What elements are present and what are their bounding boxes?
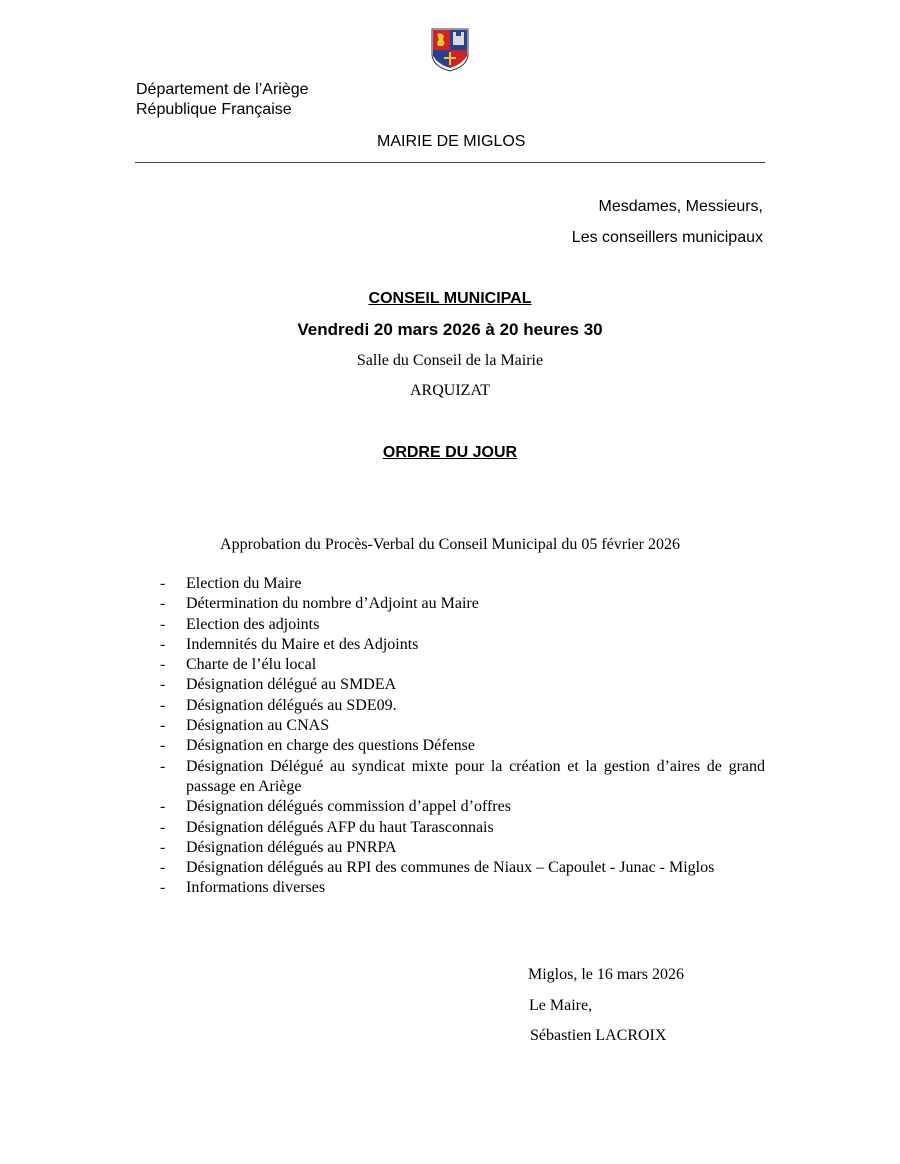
agenda-item-text: Désignation délégués commission d’appel d’offres xyxy=(186,798,511,816)
signature-place-date: Miglos, le 16 mars 2026 xyxy=(528,966,684,983)
agenda-item xyxy=(160,736,765,756)
department-name: Département de l’Ariège xyxy=(136,81,309,98)
bullet-dash: - xyxy=(160,656,166,674)
agenda-item-text: Election du Maire xyxy=(186,575,302,592)
agenda-item xyxy=(160,797,765,817)
agenda-item xyxy=(160,675,765,695)
agenda-item xyxy=(160,818,765,838)
agenda-item xyxy=(160,757,765,798)
agenda-item-text: Désignation délégués au RPI des communes de Niaux – Capoulet - Junac - Miglos xyxy=(186,859,715,877)
agenda-item xyxy=(160,574,765,594)
agenda-item-text: Indemnités du Maire et des Adjoints xyxy=(186,635,419,653)
bullet-dash: - xyxy=(160,635,166,653)
agenda-item-text: Désignation au CNAS xyxy=(186,717,330,735)
agenda-item xyxy=(160,615,765,635)
bullet-dash: - xyxy=(160,818,166,836)
coat-of-arms-logo xyxy=(431,28,469,72)
approval-line: Approbation du Procès-Verbal du Conseil Municipal du 05 février 2026 xyxy=(220,536,680,553)
bullet-dash: - xyxy=(160,575,166,592)
addressee-line-2: Les conseillers municipaux xyxy=(571,229,763,246)
meeting-place: ARQUIZAT xyxy=(410,382,490,399)
agenda-item-text: Charte de l’élu local xyxy=(186,656,317,674)
agenda-item xyxy=(160,696,765,716)
addressee-line-1: Mesdames, Messieurs, xyxy=(598,198,763,215)
agenda-item xyxy=(160,838,765,858)
bullet-dash: - xyxy=(160,717,166,735)
agenda-item-text: Election des adjoints xyxy=(186,615,320,633)
agenda-item xyxy=(160,594,765,614)
agenda-title xyxy=(0,444,900,462)
meeting-datetime: Vendredi 20 mars 2026 à 20 heures 30 xyxy=(297,320,603,339)
mairie-name: MAIRIE DE MIGLOS xyxy=(377,133,526,150)
bullet-dash: - xyxy=(160,595,166,613)
bullet-dash: - xyxy=(160,838,166,856)
bullet-dash: - xyxy=(160,757,166,775)
agenda-item xyxy=(160,655,765,675)
signature-name: Sébastien LACROIX xyxy=(530,1027,667,1044)
bullet-dash: - xyxy=(160,696,166,714)
agenda-item xyxy=(160,635,765,655)
bullet-dash: - xyxy=(160,676,166,694)
agenda-item xyxy=(160,858,765,878)
header-divider xyxy=(135,162,765,163)
agenda-item-text: Désignation délégués au PNRPA xyxy=(186,838,397,856)
bullet-dash: - xyxy=(160,798,166,816)
meeting-title-text: CONSEIL MUNICIPAL xyxy=(368,290,532,307)
agenda-item-text: Désignation Délégué au syndicat mixte pour la création et la gestion d’aires de grand passage en Ariège xyxy=(186,757,765,795)
signature-role: Le Maire, xyxy=(529,997,593,1014)
agenda-item-text: Désignation délégué au SMDEA xyxy=(186,676,397,694)
agenda-item-text: Informations diverses xyxy=(186,879,326,897)
bullet-dash: - xyxy=(160,879,166,897)
agenda-item xyxy=(160,716,765,736)
bullet-dash: - xyxy=(160,615,166,633)
bullet-dash: - xyxy=(160,859,166,877)
bullet-dash: - xyxy=(160,737,166,755)
agenda-item xyxy=(160,878,765,898)
agenda-item-text: Désignation délégués AFP du haut Tarasconnais xyxy=(186,818,494,836)
agenda-item-text: Désignation en charge des questions Défense xyxy=(186,737,475,755)
meeting-room: Salle du Conseil de la Mairie xyxy=(356,352,544,369)
agenda-list xyxy=(160,574,765,899)
agenda-item-text: Désignation délégués au SDE09. xyxy=(186,696,397,714)
republic-name: République Française xyxy=(136,101,292,118)
agenda-item-text: Détermination du nombre d’Adjoint au Maire xyxy=(186,595,479,613)
meeting-title xyxy=(0,290,900,308)
agenda-title-text: ORDRE DU JOUR xyxy=(382,444,518,461)
